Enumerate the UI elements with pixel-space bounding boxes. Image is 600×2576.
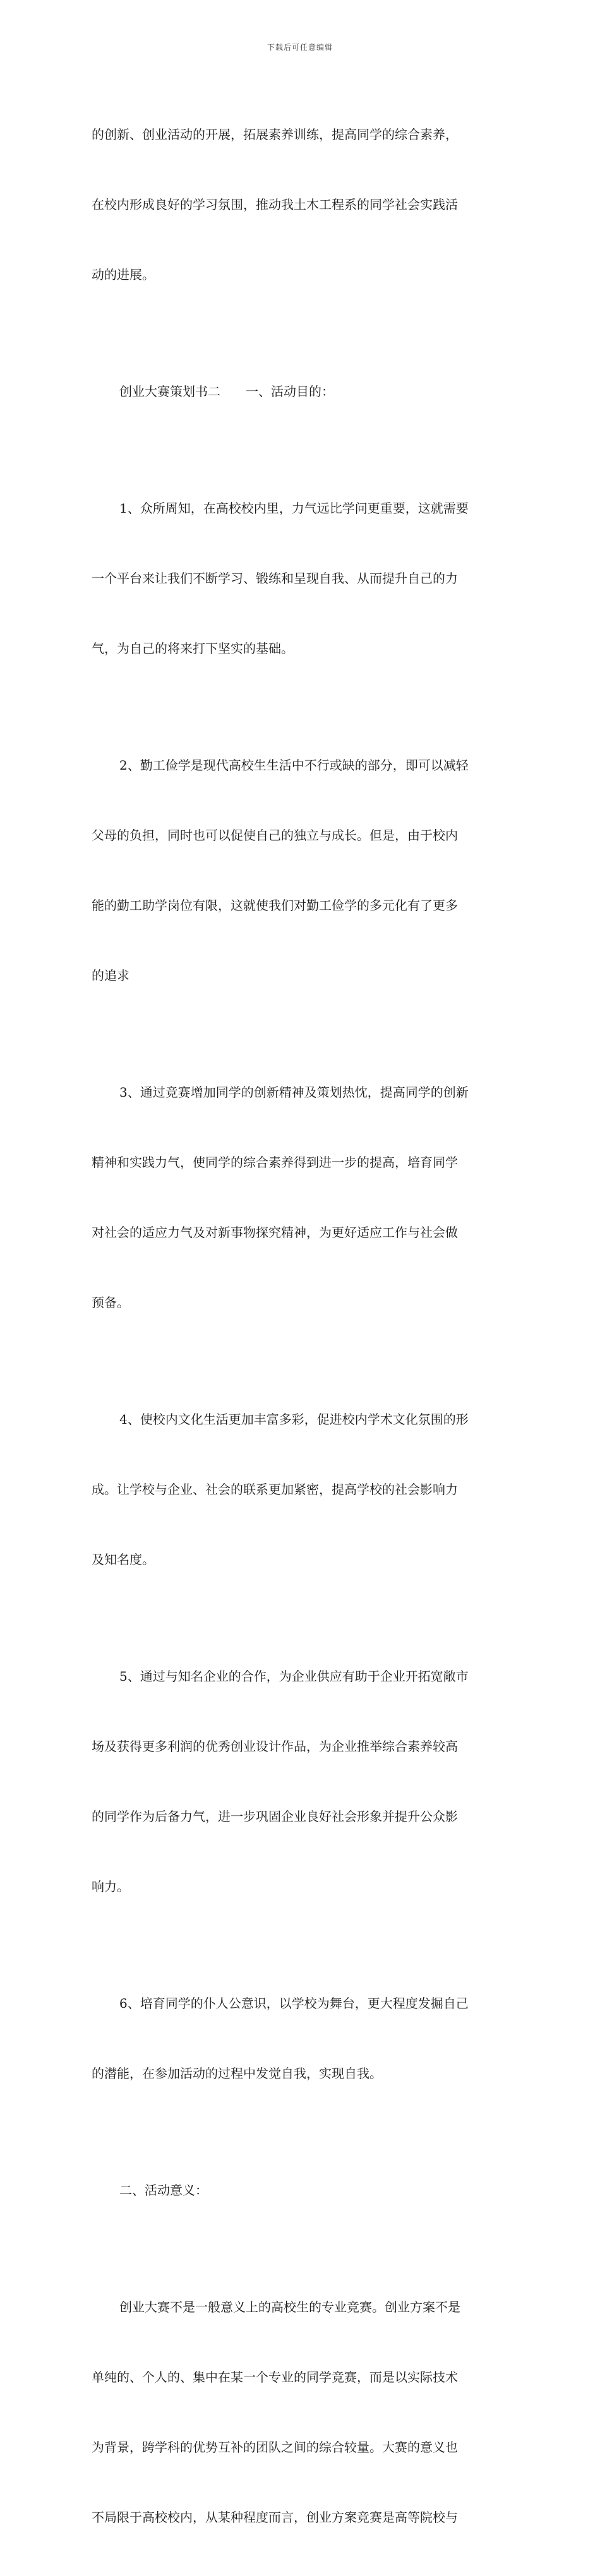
text-line: 6、培育同学的仆人公意识，以学校为舞台，更大程度发掘自己: [119, 1996, 469, 2011]
text-line: 创业大赛不是一般意义上的高校生的专业竞赛。创业方案不是: [119, 2299, 460, 2315]
text-line: 在校内形成良好的学习氛围，推动我土木工程系的同学社会实践活: [92, 197, 458, 212]
page-header: 下载后可任意编辑: [267, 43, 333, 52]
text-line: 成。让学校与企业、社会的联系更加紧密，提高学校的社会影响力: [92, 1482, 458, 1497]
text-line: 精神和实践力气，使同学的综合素养得到进一步的提高，培育同学: [92, 1155, 458, 1170]
paragraph-section-heading: [92, 333, 510, 450]
text-line: 的创新、创业活动的开展，拓展素养训练，提高同学的综合素养，: [92, 127, 458, 142]
text-line: 能的勤工助学岗位有限，这就使我们对勤工俭学的多元化有了更多: [92, 898, 458, 913]
text-line: 为背景，跨学科的优势互补的团队之间的综合较量。大赛的意义也: [92, 2440, 458, 2455]
text-line: 3、通过竞赛增加同学的创新精神及策划热忱，提高同学的创新: [119, 1085, 469, 1100]
text-line: 2、勤工俭学是现代高校生生活中不行或缺的部分，即可以减轻: [119, 758, 469, 773]
text-line: 4、使校内文化生活更加丰富多彩，促进校内学术文化氛围的形: [119, 1412, 469, 1427]
text-line: 及知名度。: [92, 1552, 155, 1567]
document-body: [92, 76, 510, 2576]
text-line: 的追求: [92, 968, 129, 983]
text-line: 动的进展。: [92, 267, 155, 282]
text-line: 父母的负担，同时也可以促使自己的独立与成长。但是，由于校内: [92, 828, 458, 843]
paragraph-intro-continuation: [92, 76, 510, 333]
text-line: 气，为自己的将来打下坚实的基础。: [92, 641, 294, 656]
text-line: 创业大赛策划书二 一、活动目的：: [119, 384, 334, 399]
paragraph-significance: [92, 2249, 510, 2576]
paragraph-section-heading-2: [92, 2132, 510, 2249]
text-line: 响力。: [92, 1879, 129, 1894]
paragraph-item-1: [92, 450, 510, 707]
text-line: 不局限于高校校内，从某种程度而言，创业方案竞赛是高等院校与: [92, 2510, 458, 2525]
text-line: 二、活动意义：: [119, 2183, 208, 2198]
text-line: 1、众所周知，在高校校内里，力气远比学问更重要，这就需要: [119, 501, 469, 516]
text-line: 5、通过与知名企业的合作，为企业供应有助于企业开拓宽敞市: [119, 1669, 469, 1684]
text-line: 预备。: [92, 1295, 129, 1310]
paragraph-item-2: [92, 707, 510, 1034]
text-line: 场及获得更多利润的优秀创业设计作品，为企业推举综合素养较高: [92, 1739, 458, 1754]
text-line: 一个平台来让我们不断学习、锻练和呈现自我、从而提升自己的力: [92, 571, 458, 586]
text-line: 的潜能，在参加活动的过程中发觉自我，实现自我。: [92, 2066, 382, 2081]
text-line: 对社会的适应力气及对新事物探究精神，为更好适应工作与社会做: [92, 1225, 458, 1240]
paragraph-item-5: [92, 1618, 510, 1945]
text-line: 单纯的、个人的、集中在某一个专业的同学竞赛，而是以实际技术: [92, 2370, 458, 2385]
paragraph-item-6: [92, 1945, 510, 2132]
paragraph-item-3: [92, 1034, 510, 1361]
text-line: 的同学作为后备力气，进一步巩固企业良好社会形象并提升公众影: [92, 1809, 458, 1824]
paragraph-item-4: [92, 1361, 510, 1618]
